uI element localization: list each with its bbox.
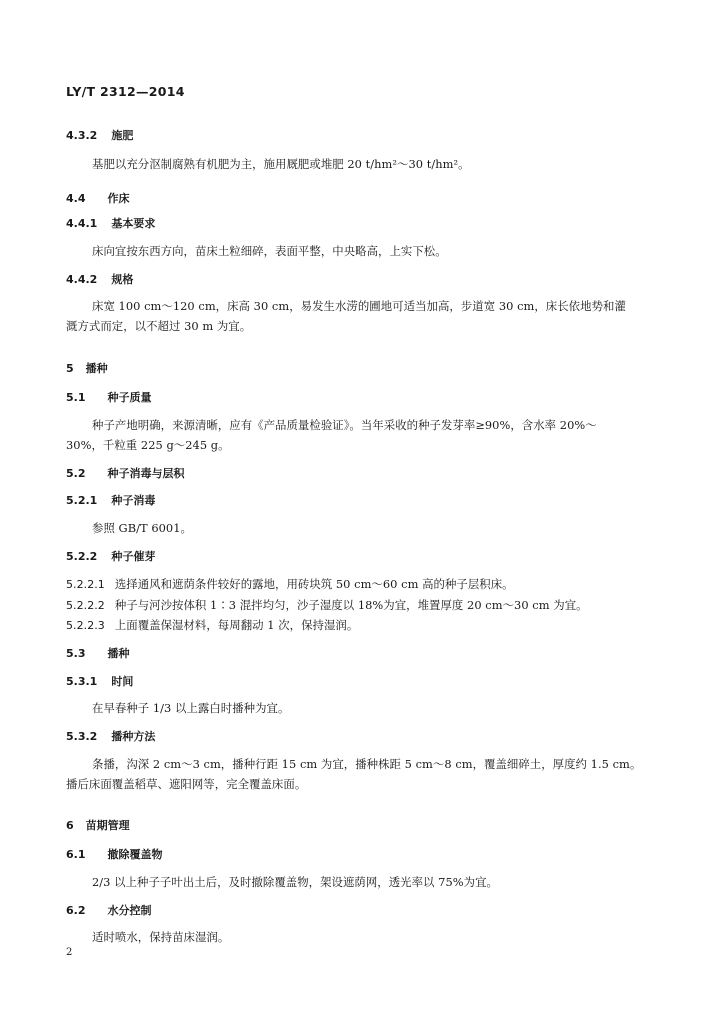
page-number: 2 (66, 947, 73, 958)
paragraph-fertilizer: 基肥以充分沤制腐熟有机肥为主，施用厩肥或堆肥 20 t/hm²～30 t/hm²。 (92, 157, 470, 171)
heading-5: 5 播种 (66, 362, 108, 375)
heading-4-3-2: 4.3.2 施肥 (66, 129, 134, 142)
paragraph-spec-line-1: 床宽 100 cm～120 cm，床高 30 cm，易发生水涝的圃地可适当加高，步道宽 30 cm，床长依地势和灌 (92, 299, 626, 313)
clause-5-2-2-3: 5.2.2.3 上面覆盖保湿材料，每周翻动 1 次，保持湿润。 (66, 618, 359, 632)
paragraph-spec-line-2: 溉方式而定，以不超过 30 m 为宜。 (66, 319, 252, 333)
paragraph-remove-cover: 2/3 以上种子子叶出土后，及时撤除覆盖物，架设遮荫网，透光率以 75%为宜。 (92, 875, 498, 889)
paragraph-water-control: 适时喷水，保持苗床湿润。 (92, 930, 230, 944)
paragraph-seed-quality-line-2: 30%，千粒重 225 g～245 g。 (66, 438, 230, 452)
paragraph-seed-quality-line-1: 种子产地明确，来源清晰，应有《产品质量检验证》。当年采收的种子发芽率≥90%，含水率 20%～ (92, 418, 597, 432)
clause-5-2-2-1: 5.2.2.1 选择通风和遮荫条件较好的露地，用砖块筑 50 cm～60 cm 高的种子层积床。 (66, 577, 514, 591)
heading-5-1: 5.1 种子质量 (66, 391, 152, 404)
heading-4-4: 4.4 作床 (66, 192, 130, 205)
clause-5-2-2-2: 5.2.2.2 种子与河沙按体积 1∶3 混拌均匀，沙子湿度以 18%为宜，堆置厚度 20 cm～30 cm 为宜。 (66, 598, 588, 612)
heading-5-2-1: 5.2.1 种子消毒 (66, 494, 156, 507)
standard-header: LY/T 2312—2014 (66, 84, 185, 99)
heading-6: 6 苗期管理 (66, 819, 130, 832)
heading-6-2: 6.2 水分控制 (66, 904, 152, 917)
heading-5-3: 5.3 播种 (66, 647, 130, 660)
paragraph-sowing-time: 在早春种子 1/3 以上露白时播种为宜。 (92, 701, 290, 715)
paragraph-basic-requirements: 床向宜按东西方向，苗床土粒细碎，表面平整，中央略高，上实下松。 (92, 244, 447, 258)
heading-5-2-2: 5.2.2 种子催芽 (66, 550, 156, 563)
heading-4-4-1: 4.4.1 基本要求 (66, 217, 156, 230)
paragraph-sowing-method-line-2: 播后床面覆盖稻草、遮阳网等，完全覆盖床面。 (66, 777, 307, 791)
heading-5-3-1: 5.3.1 时间 (66, 675, 134, 688)
heading-6-1: 6.1 撤除覆盖物 (66, 848, 163, 861)
heading-4-4-2: 4.4.2 规格 (66, 273, 134, 286)
heading-5-2: 5.2 种子消毒与层积 (66, 467, 185, 480)
paragraph-sowing-method-line-1: 条播，沟深 2 cm～3 cm，播种行距 15 cm 为宜，播种株距 5 cm～8 cm，覆盖细碎土，厚度约 1.5 cm。 (92, 757, 642, 771)
paragraph-seed-disinfection: 参照 GB/T 6001。 (92, 521, 192, 535)
heading-5-3-2: 5.3.2 播种方法 (66, 730, 156, 743)
